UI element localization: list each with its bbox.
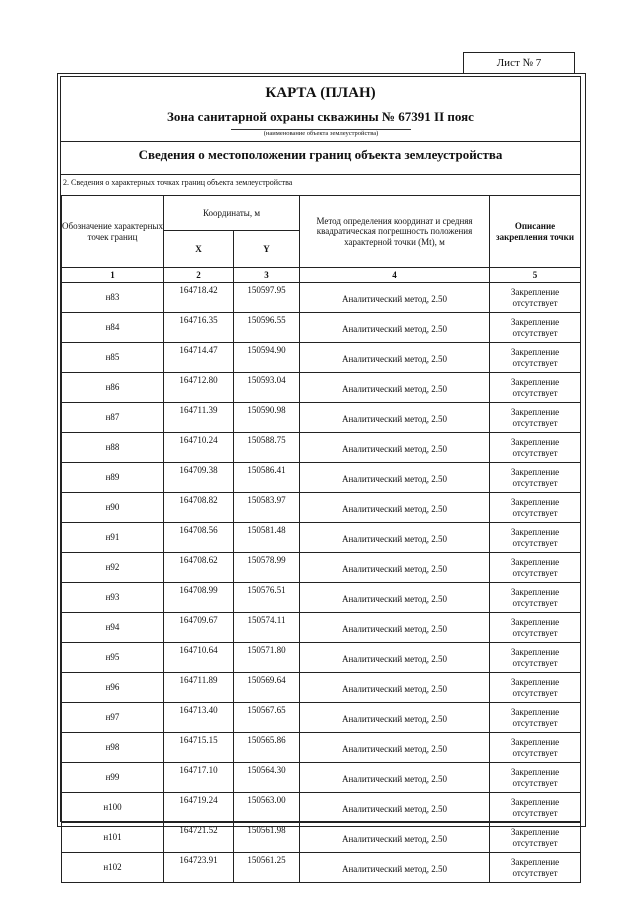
method-cell: Аналитический метод, 2.50 <box>300 793 490 823</box>
y-cell: 150596.55 <box>234 313 300 343</box>
x-cell: 164714.47 <box>164 343 234 373</box>
point-cell: н83 <box>62 283 164 313</box>
point-cell: н85 <box>62 343 164 373</box>
y-cell: 150594.90 <box>234 343 300 373</box>
y-cell: 150597.95 <box>234 283 300 313</box>
x-cell: 164712.80 <box>164 373 234 403</box>
table-row <box>62 523 581 553</box>
table-row <box>62 643 581 673</box>
y-cell: 150561.98 <box>234 823 300 853</box>
column-number: 4 <box>300 268 490 283</box>
description-cell: Закрепление отсутствует <box>490 403 581 433</box>
point-cell: н88 <box>62 433 164 463</box>
y-cell: 150578.99 <box>234 553 300 583</box>
table-row <box>62 373 581 403</box>
x-cell: 164709.38 <box>164 463 234 493</box>
y-cell: 150565.86 <box>234 733 300 763</box>
method-cell: Аналитический метод, 2.50 <box>300 583 490 613</box>
points-table <box>61 195 581 883</box>
table-row <box>62 673 581 703</box>
method-cell: Аналитический метод, 2.50 <box>300 613 490 643</box>
x-cell: 164711.89 <box>164 673 234 703</box>
x-cell: 164717.10 <box>164 763 234 793</box>
table-row <box>62 343 581 373</box>
method-cell: Аналитический метод, 2.50 <box>300 553 490 583</box>
description-cell: Закрепление отсутствует <box>490 763 581 793</box>
table-row <box>62 763 581 793</box>
header-coords: Координаты, м <box>164 196 300 231</box>
point-cell: н93 <box>62 583 164 613</box>
table-row <box>62 403 581 433</box>
header-method: Метод определения координат и средняя квадратическая погрешность положения характерной точки (Mt), м <box>300 196 490 268</box>
description-cell: Закрепление отсутствует <box>490 583 581 613</box>
x-cell: 164710.24 <box>164 433 234 463</box>
y-cell: 150567.65 <box>234 703 300 733</box>
description-cell: Закрепление отсутствует <box>490 433 581 463</box>
method-cell: Аналитический метод, 2.50 <box>300 823 490 853</box>
x-cell: 164711.39 <box>164 403 234 433</box>
section-title: Сведения о местоположении границ объекта землеустройства <box>138 147 503 162</box>
table-row <box>62 313 581 343</box>
point-cell: н86 <box>62 373 164 403</box>
description-cell: Закрепление отсутствует <box>490 703 581 733</box>
x-cell: 164716.35 <box>164 313 234 343</box>
point-cell: н98 <box>62 733 164 763</box>
description-cell: Закрепление отсутствует <box>490 463 581 493</box>
y-cell: 150590.98 <box>234 403 300 433</box>
y-cell: 150574.11 <box>234 613 300 643</box>
method-cell: Аналитический метод, 2.50 <box>300 763 490 793</box>
table-row <box>62 583 581 613</box>
sheet-number: Лист № 7 <box>463 52 575 74</box>
point-cell: н100 <box>62 793 164 823</box>
description-cell: Закрепление отсутствует <box>490 283 581 313</box>
table-row <box>62 703 581 733</box>
document-subtitle: Зона санитарной охраны скважины № 67391 II пояс <box>167 109 474 124</box>
description-cell: Закрепление отсутствует <box>490 343 581 373</box>
method-cell: Аналитический метод, 2.50 <box>300 343 490 373</box>
table-row <box>62 793 581 823</box>
description-cell: Закрепление отсутствует <box>490 853 581 883</box>
description-cell: Закрепление отсутствует <box>490 673 581 703</box>
table-row <box>62 283 581 313</box>
description-cell: Закрепление отсутствует <box>490 553 581 583</box>
x-cell: 164718.42 <box>164 283 234 313</box>
x-cell: 164723.91 <box>164 853 234 883</box>
y-cell: 150563.00 <box>234 793 300 823</box>
table-row <box>62 823 581 853</box>
x-cell: 164708.62 <box>164 553 234 583</box>
description-cell: Закрепление отсутствует <box>490 523 581 553</box>
description-cell: Закрепление отсутствует <box>490 313 581 343</box>
method-cell: Аналитический метод, 2.50 <box>300 313 490 343</box>
y-cell: 150583.97 <box>234 493 300 523</box>
document-body <box>60 76 581 878</box>
y-cell: 150571.80 <box>234 643 300 673</box>
header-x: X <box>164 231 234 268</box>
column-number: 5 <box>490 268 581 283</box>
divider <box>61 141 580 142</box>
y-cell: 150561.25 <box>234 853 300 883</box>
method-cell: Аналитический метод, 2.50 <box>300 433 490 463</box>
point-cell: н89 <box>62 463 164 493</box>
table-row <box>62 433 581 463</box>
method-cell: Аналитический метод, 2.50 <box>300 403 490 433</box>
method-cell: Аналитический метод, 2.50 <box>300 703 490 733</box>
point-cell: н99 <box>62 763 164 793</box>
point-cell: н94 <box>62 613 164 643</box>
method-cell: Аналитический метод, 2.50 <box>300 673 490 703</box>
method-cell: Аналитический метод, 2.50 <box>300 643 490 673</box>
x-cell: 164715.15 <box>164 733 234 763</box>
point-cell: н87 <box>62 403 164 433</box>
point-cell: н97 <box>62 703 164 733</box>
y-cell: 150569.64 <box>234 673 300 703</box>
point-cell: н101 <box>62 823 164 853</box>
y-cell: 150576.51 <box>234 583 300 613</box>
description-cell: Закрепление отсутствует <box>490 823 581 853</box>
table-row <box>62 553 581 583</box>
y-cell: 150586.41 <box>234 463 300 493</box>
description-cell: Закрепление отсутствует <box>490 613 581 643</box>
x-cell: 164719.24 <box>164 793 234 823</box>
table-row <box>62 613 581 643</box>
y-cell: 150588.75 <box>234 433 300 463</box>
method-cell: Аналитический метод, 2.50 <box>300 373 490 403</box>
x-cell: 164713.40 <box>164 703 234 733</box>
subsection-title: 2. Сведения о характерных точках границ объекта землеустройства <box>63 178 293 187</box>
header-description: Описание закрепления точки <box>490 196 581 268</box>
point-cell: н96 <box>62 673 164 703</box>
description-cell: Закрепление отсутствует <box>490 493 581 523</box>
description-cell: Закрепление отсутствует <box>490 733 581 763</box>
y-cell: 150593.04 <box>234 373 300 403</box>
method-cell: Аналитический метод, 2.50 <box>300 283 490 313</box>
column-number: 1 <box>62 268 164 283</box>
divider <box>61 174 580 175</box>
column-number: 3 <box>234 268 300 283</box>
method-cell: Аналитический метод, 2.50 <box>300 733 490 763</box>
description-cell: Закрепление отсутствует <box>490 793 581 823</box>
table-row <box>62 463 581 493</box>
description-cell: Закрепление отсутствует <box>490 373 581 403</box>
table-row <box>62 853 581 883</box>
description-cell: Закрепление отсутствует <box>490 643 581 673</box>
y-cell: 150581.48 <box>234 523 300 553</box>
x-cell: 164708.82 <box>164 493 234 523</box>
x-cell: 164710.64 <box>164 643 234 673</box>
x-cell: 164708.99 <box>164 583 234 613</box>
method-cell: Аналитический метод, 2.50 <box>300 493 490 523</box>
point-cell: н84 <box>62 313 164 343</box>
method-cell: Аналитический метод, 2.50 <box>300 523 490 553</box>
point-cell: н91 <box>62 523 164 553</box>
x-cell: 164709.67 <box>164 613 234 643</box>
method-cell: Аналитический метод, 2.50 <box>300 463 490 493</box>
table-row <box>62 733 581 763</box>
subtitle-caption: (наименование объекта землеустройства) <box>231 129 411 137</box>
point-cell: н95 <box>62 643 164 673</box>
point-cell: н90 <box>62 493 164 523</box>
header-point: Обозначение характерных точек границ <box>62 196 164 268</box>
point-cell: н102 <box>62 853 164 883</box>
column-number: 2 <box>164 268 234 283</box>
header-y: Y <box>234 231 300 268</box>
x-cell: 164708.56 <box>164 523 234 553</box>
document-title: КАРТА (ПЛАН) <box>265 85 376 101</box>
table-row <box>62 493 581 523</box>
y-cell: 150564.30 <box>234 763 300 793</box>
method-cell: Аналитический метод, 2.50 <box>300 853 490 883</box>
point-cell: н92 <box>62 553 164 583</box>
x-cell: 164721.52 <box>164 823 234 853</box>
